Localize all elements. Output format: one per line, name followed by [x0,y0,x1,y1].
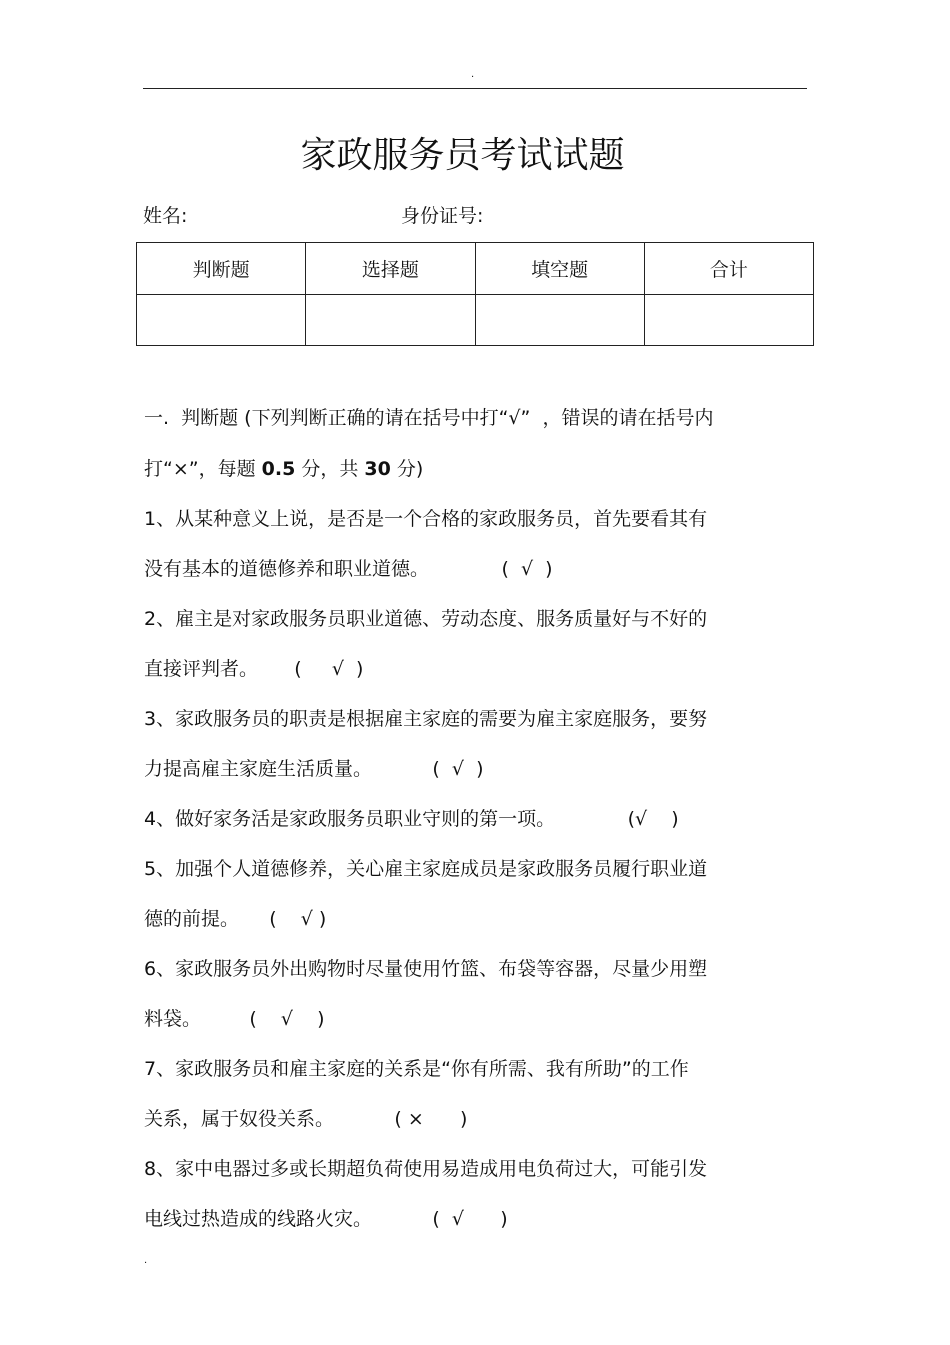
score-header-true-false: 判断题 [137,243,306,295]
question-2-line1: 2、雇主是对家政服务员职业道德、劳动态度、服务质量好与不好的 [144,608,708,630]
score-cell-total[interactable] [644,295,813,346]
section-heading-line2 [144,456,804,482]
page-title: 家政服务员考试试题 [300,135,625,176]
question-6-line2: 料袋。 ( √ ) [144,1008,325,1030]
question-4-line1: 4、做好家务活是家政服务员职业守则的第一项。 (√ ) [144,808,679,830]
question-1-line1: 1、从某种意义上说，是否是一个合格的家政服务员，首先要看其有 [144,508,708,530]
score-header-fill-blank: 填空题 [475,243,644,295]
score-header-choice: 选择题 [306,243,475,295]
score-header-total: 合计 [644,243,813,295]
question-7-line1: 7、家政服务员和雇主家庭的关系是“你有所需、我有所助”的工作 [144,1058,689,1080]
section-heading-points-total: 30 [364,458,391,480]
score-cell-fill-blank[interactable] [475,295,644,346]
question-1-line2: 没有基本的道德修养和职业道德。 ( √ ) [144,558,553,580]
question-7-line2: 关系，属于奴役关系。 ( × ) [144,1108,468,1130]
question-3-line2: 力提高雇主家庭生活质量。 ( √ ) [144,758,484,780]
header-rule [143,88,807,89]
section-heading-part-a: 打“×”，每题 [144,458,262,480]
question-5-line2: 德的前提。 ( √ ) [144,908,327,930]
score-cell-choice[interactable] [306,295,475,346]
question-5-line1: 5、加强个人道德修养，关心雇主家庭成员是家政服务员履行职业道 [144,858,708,880]
score-table-header-row [137,243,814,295]
header-mark: . [471,69,475,80]
footer-mark: . [144,1255,148,1266]
question-8-line1: 8、家中电器过多或长期超负荷使用易造成用电负荷过大，可能引发 [144,1158,708,1180]
section-heading-points-each: 0.5 [261,458,296,480]
score-table [136,242,814,346]
id-number-label: 身份证号: [401,205,484,227]
question-3-line1: 3、家政服务员的职责是根据雇主家庭的需要为雇主家庭服务，要努 [144,708,708,730]
question-2-line2: 直接评判者。 ( √ ) [144,658,364,680]
score-cell-true-false[interactable] [137,295,306,346]
section-heading-part-c: 分，共 [295,458,365,480]
question-8-line2: 电线过热造成的线路火灾。 ( √ ) [144,1208,508,1230]
score-table-value-row [137,295,814,346]
section-heading-line1: 一. 判断题 (下列判断正确的请在括号中打“√” ，错误的请在括号内 [144,407,714,429]
name-label: 姓名: [143,205,188,227]
question-6-line1: 6、家政服务员外出购物时尽量使用竹篮、布袋等容器，尽量少用塑 [144,958,708,980]
section-heading-part-e: 分) [390,458,424,480]
